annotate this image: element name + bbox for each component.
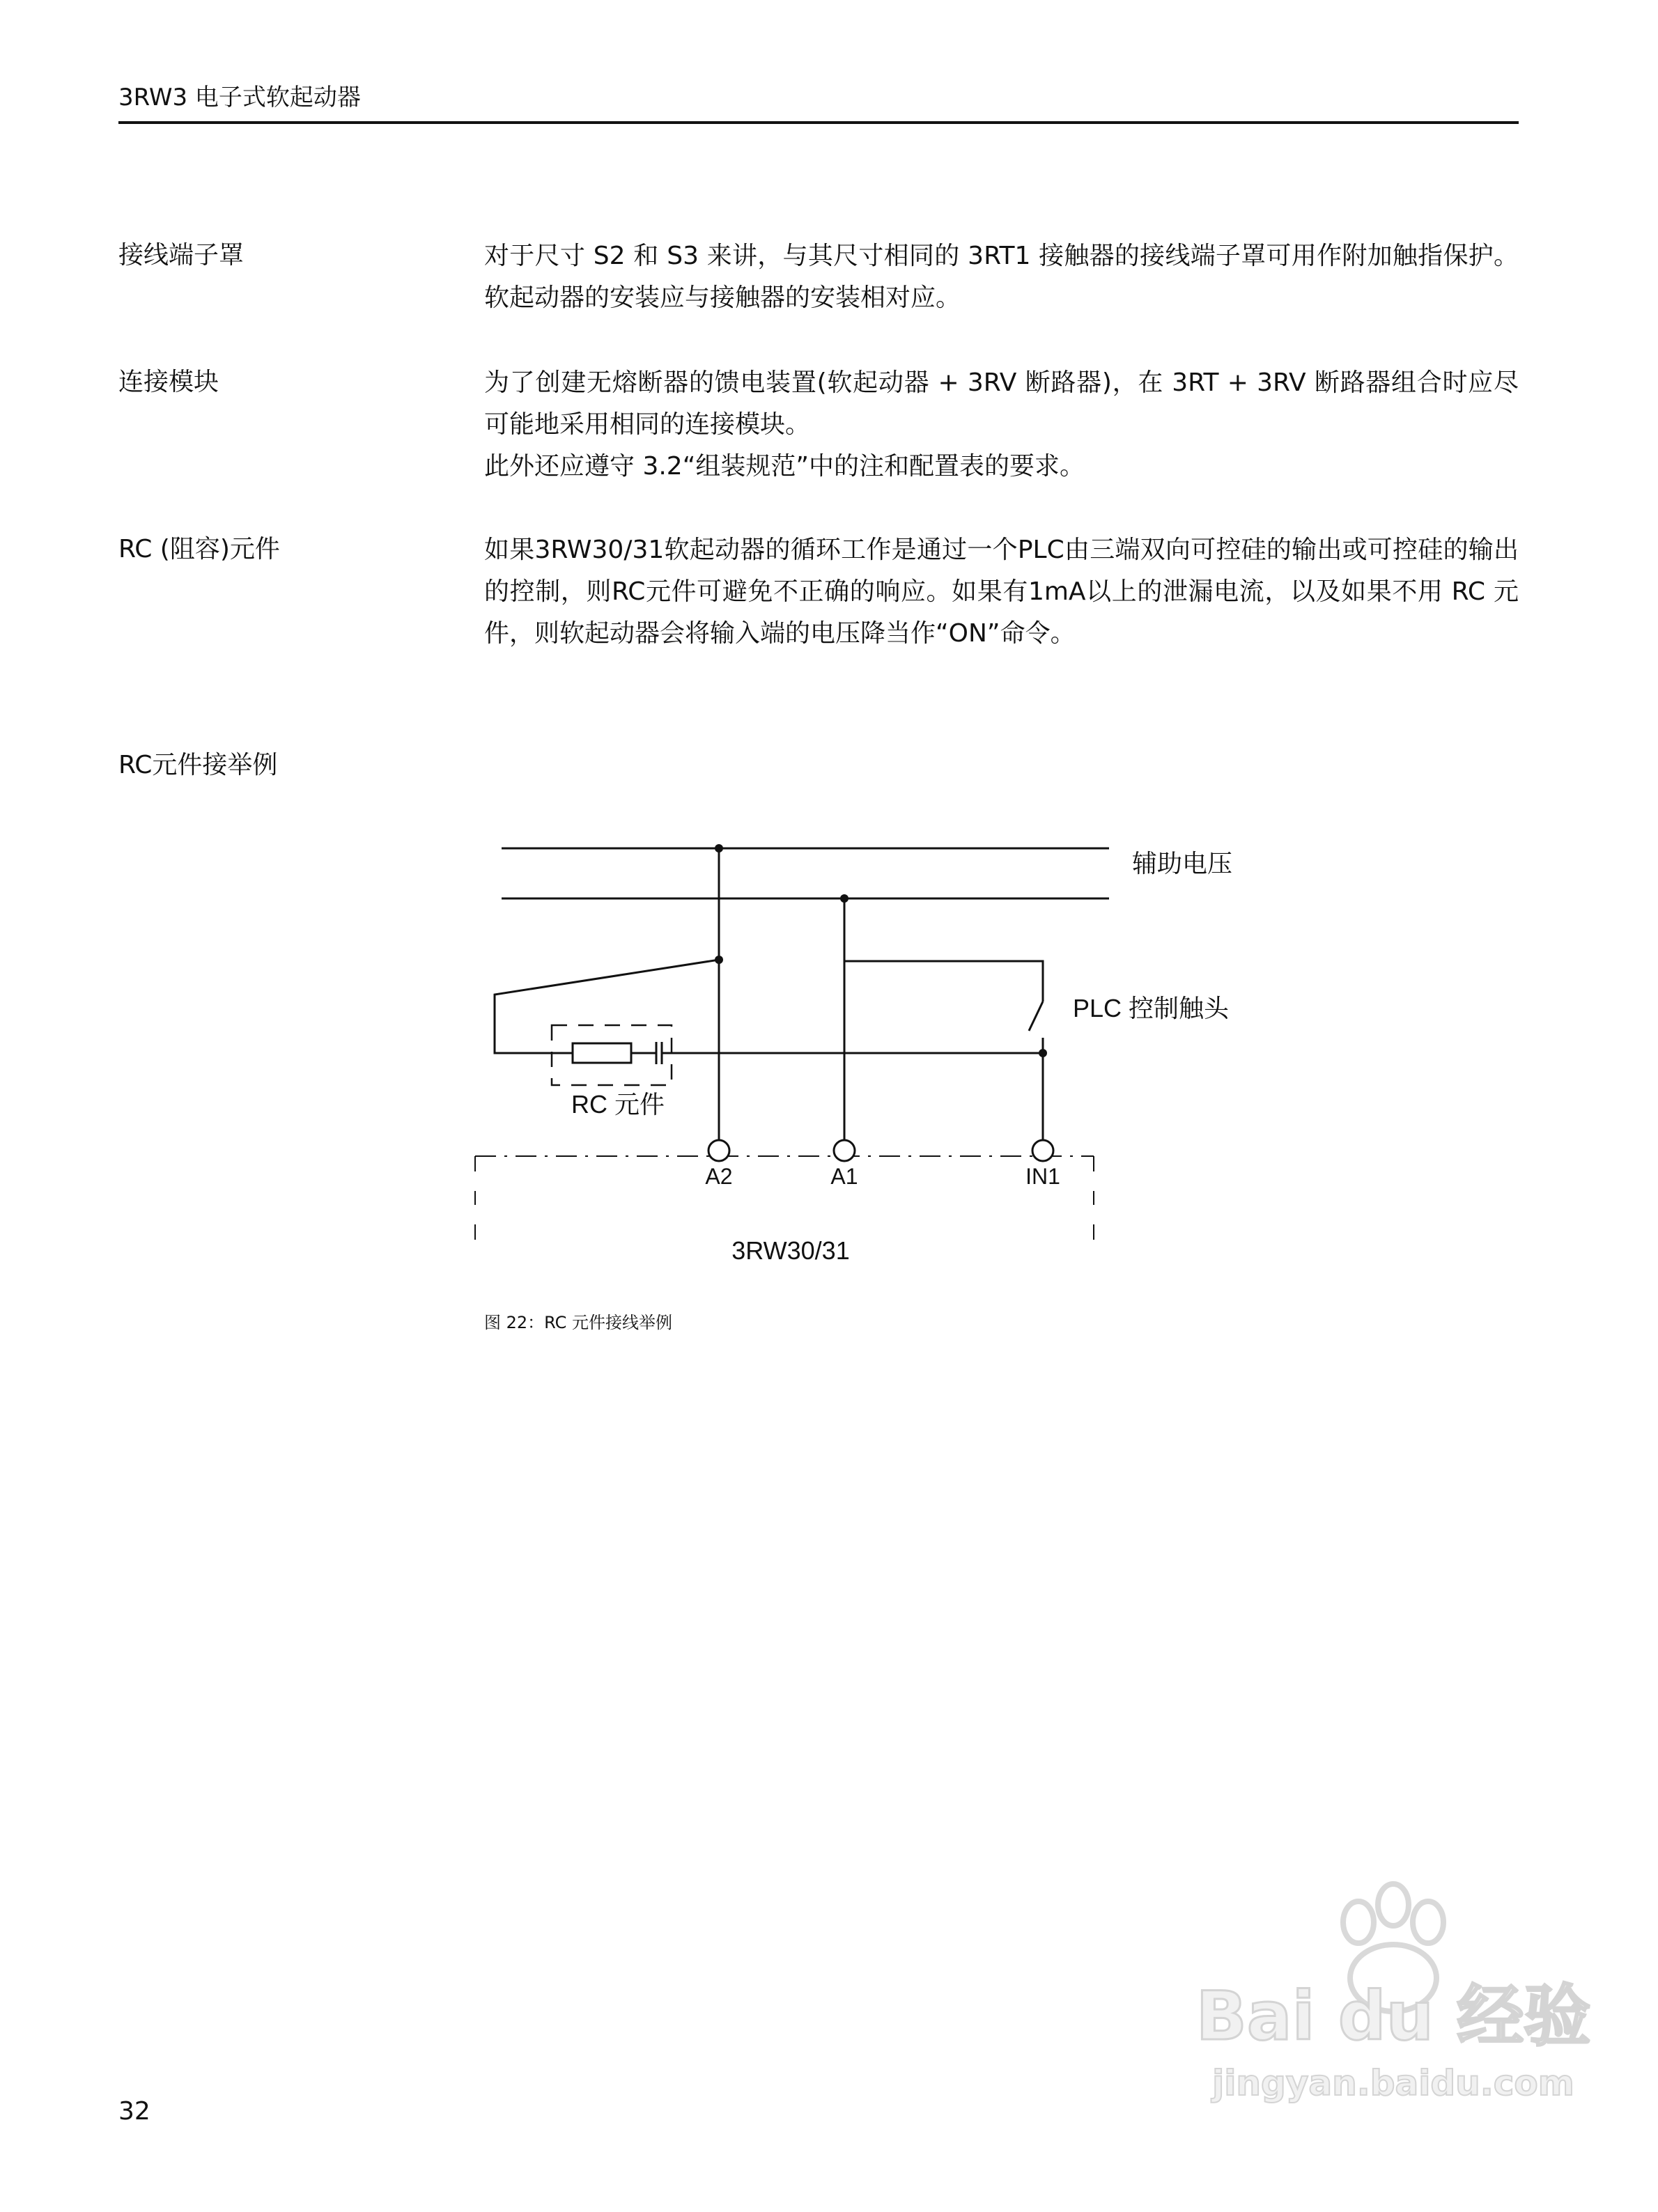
- paragraph: 为了创建无熔断器的馈电装置(软起动器 + 3RV 断路器)，在 3RT + 3RV 断路器组合时应尽可能地采用相同的连接模块。: [484, 368, 1519, 439]
- terminal-label-a1: A1: [830, 1164, 858, 1189]
- device-label: 3RW30/31: [731, 1236, 850, 1265]
- page-number: 32: [118, 2097, 150, 2126]
- rc-element-label: RC 元件: [571, 1090, 665, 1119]
- plc-contact-label: PLC 控制触头: [1073, 994, 1230, 1022]
- watermark-url: jingyan.baidu.com: [1212, 2063, 1574, 2103]
- paragraph: 如果3RW30/31软起动器的循环工作是通过一个PLC由三端双向可控硅的输出或可控硅的输出的控制，则RC元件可避免不正确的响应。如果有1mA以上的泄漏电流，以及如果不用 RC 元件，则软起动器会将输入端的电压降当作“ON”命令。: [484, 536, 1519, 648]
- junction-dot: [715, 844, 723, 852]
- example-heading: RC元件接举例: [118, 751, 278, 779]
- junction-dot: [1039, 1049, 1047, 1057]
- terminal-in1: [1032, 1140, 1053, 1161]
- junction-dot: [715, 956, 723, 964]
- section-body: [484, 529, 1519, 655]
- aux-voltage-label: 辅助电压: [1132, 849, 1233, 878]
- rc-element-box: [552, 1025, 672, 1085]
- header-title: 3RW3 电子式软起动器: [118, 84, 361, 111]
- rc-return-wire: [495, 960, 719, 1053]
- section-body: [484, 362, 1519, 488]
- plc-feed-wire: [844, 961, 1043, 1002]
- watermark-brand: Bai du 经验: [1195, 1977, 1591, 2055]
- terminal-a2: [708, 1140, 729, 1161]
- terminal-label-a2: A2: [705, 1164, 733, 1189]
- paragraph: 此外还应遵守 3.2“组装规范”中的注和配置表的要求。: [484, 452, 1085, 481]
- section-label: RC (阻容)元件: [118, 535, 280, 563]
- section-body: [484, 235, 1519, 319]
- baidu-watermark: [1170, 1874, 1616, 2110]
- plc-contact-switch: [1029, 1002, 1043, 1031]
- figure-caption: 图 22：RC 元件接线举例: [484, 1313, 673, 1332]
- terminal-label-in1: IN1: [1025, 1164, 1060, 1189]
- junction-dot: [840, 894, 849, 903]
- section-label: 接线端子罩: [118, 241, 245, 270]
- page-header: [118, 82, 1519, 124]
- resistor-symbol: [573, 1043, 631, 1063]
- terminal-a1: [834, 1140, 855, 1161]
- paragraph: 对于尺寸 S2 和 S3 来讲，与其尺寸相同的 3RT1 接触器的接线端子罩可用作附加触指保护。软起动器的安装应与接触器的安装相对应。: [484, 242, 1519, 312]
- rc-wiring-diagram: [474, 829, 1275, 1282]
- section-label: 连接模块: [118, 368, 219, 396]
